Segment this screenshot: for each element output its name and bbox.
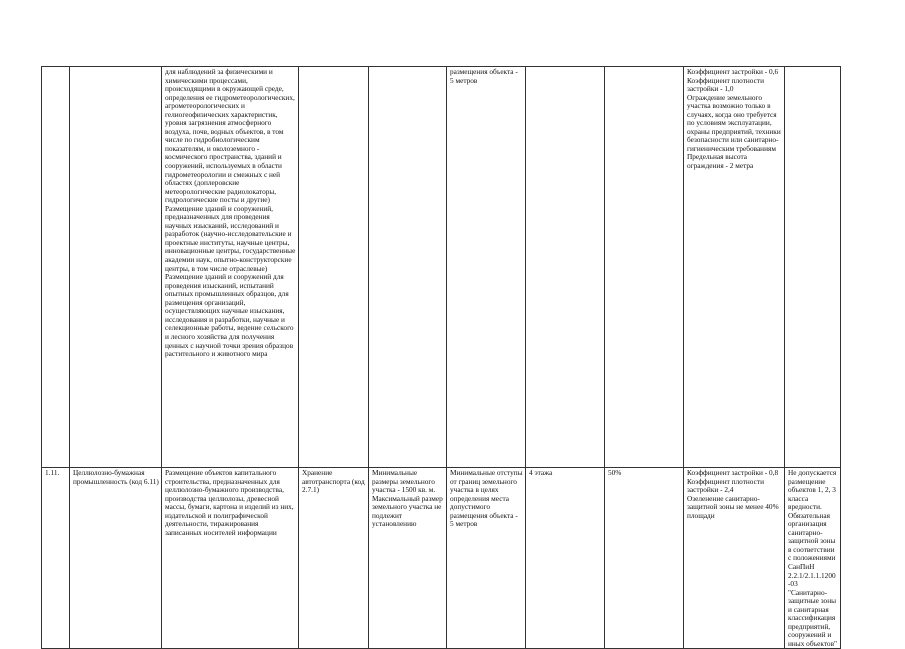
cell-plot-size	[369, 67, 447, 468]
cell-coverage	[605, 67, 684, 468]
cell-use-name	[70, 67, 162, 468]
table-row	[42, 468, 841, 649]
cell-restrictions: Не допускается размещение объектов 1, 2, 3 класса вредности. Обязательная организация санитарно-защитной зоны в соответствии с положениями СанПиН 2.2.1/2.1.1.1200-03 "Санитарно-защитные зоны и санитарная классификация предприятий, сооружений и иных объектов"	[785, 468, 841, 649]
zoning-regulations-table	[41, 66, 841, 649]
cell-other-params: Коэффициент застройки - 0,6 Коэффициент плотности застройки - 1,0 Ограждение земельного участка возможно только в случаях, когда оно требуется по условиям эксплуатации, охраны предприятий, техники безопасности или санитарно-гигиеническим требованиям Предельная высота ограждения - 2 метра	[684, 67, 785, 468]
table-row	[42, 67, 841, 468]
cell-setbacks: размещения объекта - 5 метров	[447, 67, 526, 468]
cell-auxiliary-use: Хранение автотранспорта (код 2.7.1)	[299, 468, 369, 649]
cell-main-use: Размещение объектов капитального строительства, предназначенных для целлюлозно-бумажного производства, производства целлюлозы, древесной массы, бумаги, картона и изделий из них, издательской и полиграфической деятельности, тиражирования записанных носителей информации	[162, 468, 299, 649]
cell-setbacks: Минимальные отступы от границ земельного участка в целях определения места допустимого размещения объекта - 5 метров	[447, 468, 526, 649]
cell-auxiliary-use	[299, 67, 369, 468]
cell-number	[42, 67, 70, 468]
cell-other-params: Коэффициент застройки - 0,8 Коэффициент плотности застройки - 2,4 Озеленение санитарно-защитной зоны не менее 40% площади	[684, 468, 785, 649]
cell-plot-size: Минимальные размеры земельного участка - 1500 кв. м. Максимальный размер земельного участка не подлежит установлению	[369, 468, 447, 649]
cell-coverage: 50%	[605, 468, 684, 649]
cell-floors	[526, 67, 605, 468]
cell-use-name: Целлюлозно-бумажная промышленность (код 6.11)	[70, 468, 162, 649]
cell-floors: 4 этажа	[526, 468, 605, 649]
cell-restrictions	[785, 67, 841, 468]
cell-number: 1.11.	[42, 468, 70, 649]
cell-main-use: для наблюдений за физическими и химическими процессами, происходящими в окружающей среде, определения ее гидрометеорологических, агрометеорологических и гелиогеофизических характеристик, уровня загрязнения атмосферного воздуха, почв, водных объектов, в том числе по гидробиологическим показателям, и околоземного - космического пространства, зданий и сооружений, используемых в области гидрометеорологии и смежных с ней областях (доплеровские метеорологические радиолокаторы, гидрологические посты и другие) Размещение зданий и сооружений, предназначенных для проведения научных изысканий, исследований и разработок (научно-исследовательские и проектные институты, научные центры, инновационные центры, государственные академии наук, опытно-конструкторские центры, в том числе отраслевые) Размещение зданий и сооружений для проведения изысканий, испытаний опытных промышленных образцов, для размещения организаций, осуществляющих научные изыскания, исследования и разработки, научные и селекционные работы, ведение сельского и лесного хозяйства для получения ценных с научной точки зрения образцов растительного и животного мира	[162, 67, 299, 468]
